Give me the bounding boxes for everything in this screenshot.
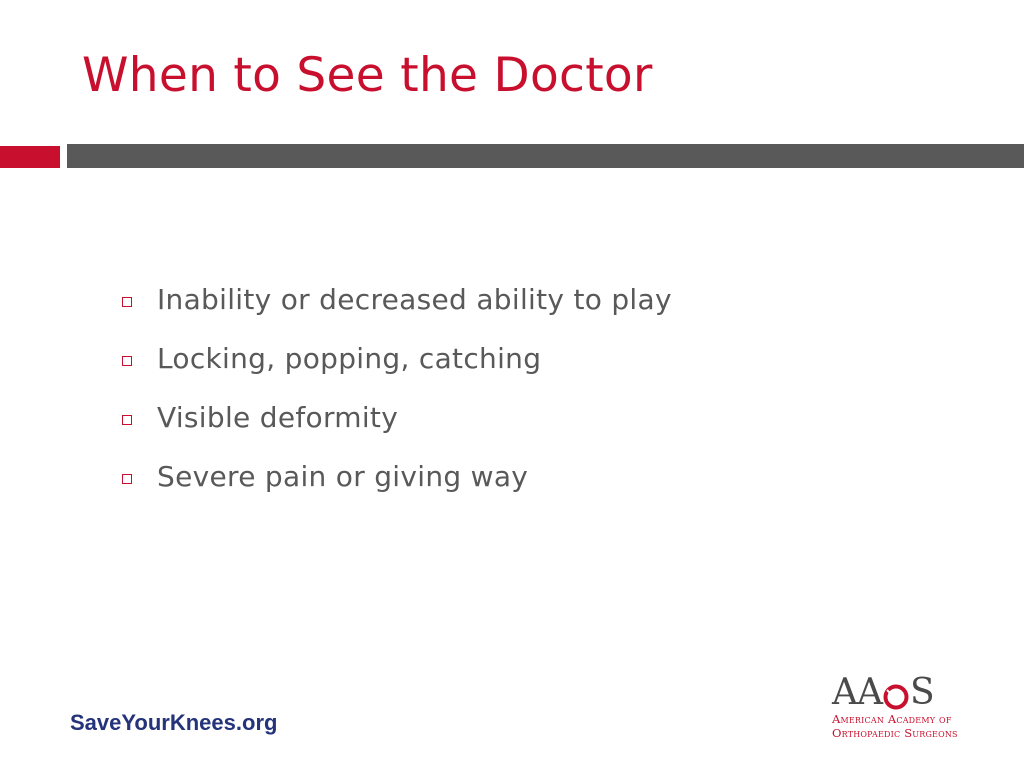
bullet-text: Visible deformity [157,401,399,434]
bullet-text: Severe pain or giving way [157,460,529,493]
list-item [122,329,672,388]
logo-line-2: Orthopaedic Surgeons [832,725,958,740]
logo-acronym [832,673,992,713]
list-item [122,447,672,506]
gray-divider-bar [67,144,1024,168]
logo-line-1: American Academy of [832,712,952,726]
aaos-logo [832,673,992,745]
list-item [122,388,672,447]
footer-website: SaveYourKnees.org [70,710,278,735]
bullet-text: Locking, popping, catching [157,342,542,375]
hollow-square-bullet-icon [122,474,132,484]
hollow-square-bullet-icon [122,415,132,425]
bullet-text: Inability or decreased ability to play [157,283,672,316]
hollow-square-bullet-icon [122,356,132,366]
hollow-square-bullet-icon [122,297,132,307]
slide-title: When to See the Doctor [82,48,653,103]
logo-acronym-right: S [910,672,934,713]
logo-acronym-left: AA [832,672,882,713]
red-accent-bar [0,146,60,168]
list-item [122,270,672,329]
aaos-circle-o-icon [883,681,909,707]
bullet-list [122,270,672,506]
